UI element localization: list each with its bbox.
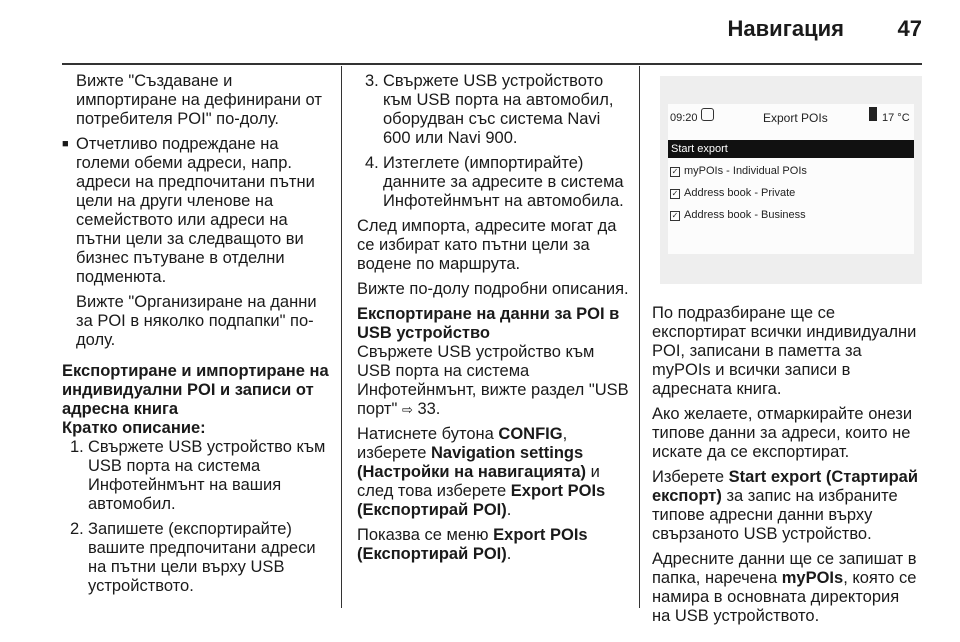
- column-divider-1: [341, 66, 342, 608]
- column-middle: [357, 72, 629, 570]
- text: и след това изберете: [357, 463, 600, 500]
- status-icon: [701, 108, 714, 121]
- list-item: [357, 154, 629, 211]
- paragraph: Ако желаете, отмаркирайте онези типове данни за адреси, които не искате да се експортират.: [652, 405, 913, 461]
- screen-title: Export POIs: [763, 111, 828, 125]
- paragraph: Вижте "Организиране на данни за POI в няколко подпапки" по-долу.: [76, 293, 317, 349]
- bullet-square-icon: ■: [62, 138, 69, 150]
- text: Адресните данни ще се запишат в папка, наречена: [652, 550, 917, 587]
- menu-item-name: Navigation settings (Настройки на навигацията): [357, 444, 587, 481]
- bullet-item: [62, 135, 332, 287]
- checkbox-icon[interactable]: ✓: [671, 211, 679, 220]
- menu-item-label: Address book - Business: [684, 209, 806, 221]
- page-title: Навигация: [727, 16, 844, 41]
- list-item: [357, 72, 629, 148]
- paragraph: [357, 425, 629, 520]
- paragraph: Вижте по-долу подробни описания.: [357, 280, 629, 298]
- temperature: 17 °C: [882, 112, 910, 124]
- section-heading: Експортиране на данни за POI в USB устройство: [357, 305, 620, 342]
- paragraph-text: Свържете USB устройство към USB порта на система Инфотейнмънт, вижте раздел "USB порт": [357, 343, 629, 418]
- paragraph: По подразбиране ще се експортират всички индивидуални POI, записани в паметта за myPOIs и всички записи в адресната книга.: [652, 304, 917, 398]
- menu-item-address-business[interactable]: [668, 206, 914, 224]
- text: .: [506, 545, 512, 563]
- column-left: [62, 72, 332, 602]
- text: Изберете: [652, 468, 725, 486]
- subheading: Кратко описание:: [62, 419, 206, 437]
- menu-item-start-export[interactable]: Start export: [668, 140, 914, 158]
- step-text: Свържете USB устройство към USB порта на система Инфотейнмънт на вашия автомобил.: [88, 438, 326, 513]
- list-item: [62, 520, 332, 596]
- text: .: [506, 501, 512, 519]
- page-header: [0, 0, 960, 66]
- checkbox-icon[interactable]: ✓: [671, 189, 679, 198]
- paragraph: [652, 468, 922, 544]
- page-reference: 33.: [417, 400, 441, 418]
- paragraph: [652, 550, 922, 626]
- folder-name: myPOIs: [781, 569, 844, 587]
- menu-name: Export POIs (Експортирай POI): [357, 526, 588, 563]
- step-text: Свържете USB устройството към USB порта на автомобил, оборудван със система Navi 600 или Navi 900.: [383, 72, 614, 147]
- page-number: 47: [897, 16, 922, 41]
- step-text: Изтеглете (импортирайте) данните за адресите в система Инфотейнмънт на автомобила.: [383, 154, 624, 210]
- button-name: CONFIG: [498, 425, 563, 443]
- menu-item-label: myPOIs - Individual POIs: [684, 165, 807, 177]
- column-divider-2: [639, 66, 640, 608]
- text: , която се намира в основната директория на USB устройството.: [652, 569, 917, 625]
- infotainment-screen: [668, 104, 914, 254]
- menu-item-name: Start export (Стартирай експорт): [652, 468, 918, 505]
- status-bar: [668, 104, 914, 126]
- page-reference-arrow-icon: ⇨: [401, 402, 413, 417]
- menu-item-label: Address book - Private: [684, 187, 796, 199]
- step-number: 1.: [70, 438, 84, 456]
- menu-item-name: Export POIs (Експортирай POI): [357, 482, 606, 519]
- paragraph: [357, 343, 629, 419]
- text: , изберете: [357, 425, 568, 462]
- column-right: [652, 76, 922, 632]
- menu-item-mypois[interactable]: [668, 162, 914, 180]
- paragraph: След импорта, адресите могат да се избират като пътни цели за водене по маршрута.: [357, 217, 617, 273]
- header-rule: [62, 63, 922, 65]
- screenshot-figure: [660, 76, 922, 284]
- step-number: 3.: [365, 72, 379, 90]
- thermometer-icon: [869, 107, 877, 121]
- text: Натиснете бутона: [357, 425, 494, 443]
- text: Показва се меню: [357, 526, 489, 544]
- step-number: 4.: [365, 154, 379, 172]
- bullet-text: Отчетливо подреждане на големи обеми адреси, напр. адреси на предпочитани пътни цели на други членове на семейството или адреси на пътни цели за следващото ви бизнес пътуване в отделни подменюта.: [76, 135, 315, 286]
- step-number: 2.: [70, 520, 84, 538]
- clock: 09:20: [670, 112, 698, 124]
- list-item: [62, 438, 332, 514]
- section-heading: Експортиране и импортиране на индивидуални POI и записи от адресна книга: [62, 362, 329, 418]
- text: за запис на избраните типове адресни данни върху свързаното USB устройство.: [652, 487, 898, 543]
- checkbox-icon[interactable]: ✓: [671, 167, 679, 176]
- step-text: Запишете (експортирайте) вашите предпочитани адреси на пътни цели върху USB устройството.: [88, 520, 316, 595]
- menu-item-address-private[interactable]: [668, 184, 914, 202]
- paragraph: [357, 526, 629, 564]
- paragraph: Вижте "Създаване и импортиране на дефинирани от потребителя POI" по-долу.: [76, 72, 322, 128]
